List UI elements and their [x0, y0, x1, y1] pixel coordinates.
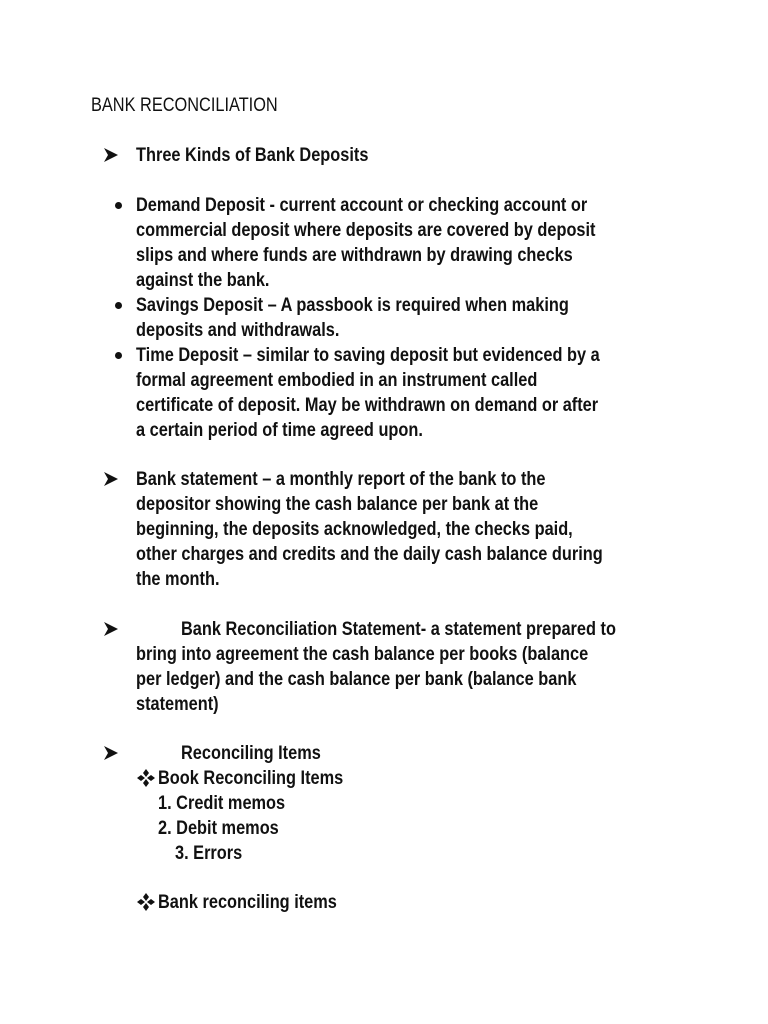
deposit-3-line-2: formal agreement embodied in an instrument called: [136, 370, 538, 391]
bank-statement-line-3: beginning, the deposits acknowledged, the checks paid,: [136, 519, 573, 540]
arrow-bullet-icon: [103, 147, 119, 163]
arrow-bullet-icon: [103, 621, 119, 637]
bank-reconciling-heading: Bank reconciling items: [158, 892, 337, 913]
deposit-1-line-4: against the bank.: [136, 270, 270, 291]
book-item-debit-memos: 2. Debit memos: [158, 818, 279, 839]
book-item-credit-memos: 1. Credit memos: [158, 793, 286, 814]
arrow-bullet-icon: [103, 745, 119, 761]
reconciling-items-heading: Reconciling Items: [181, 743, 321, 764]
bullet-icon: [115, 302, 122, 309]
deposit-2-line-2: deposits and withdrawals.: [136, 320, 340, 341]
bullet-icon: [115, 352, 122, 359]
book-item-errors: 3. Errors: [175, 843, 243, 864]
deposit-2-line-1: Savings Deposit – A passbook is required when making: [136, 295, 569, 316]
deposit-1-line-1: Demand Deposit - current account or checking account or: [136, 195, 588, 216]
diamond-bullet-icon: [136, 768, 156, 788]
reconciliation-statement-line-3: per ledger) and the cash balance per bank (balance bank: [136, 669, 577, 690]
deposit-1-line-2: commercial deposit where deposits are covered by deposit: [136, 220, 596, 241]
reconciliation-statement-line-4: statement): [136, 694, 219, 715]
deposit-3-line-4: a certain period of time agreed upon.: [136, 420, 423, 441]
section-heading-deposits: Three Kinds of Bank Deposits: [136, 145, 369, 166]
deposit-3-line-3: certificate of deposit. May be withdrawn on demand or after: [136, 395, 599, 416]
bank-statement-line-1: Bank statement – a monthly report of the bank to the: [136, 469, 546, 490]
page-title: BANK RECONCILIATION: [91, 95, 278, 116]
book-reconciling-heading: Book Reconciling Items: [158, 768, 344, 789]
arrow-bullet-icon: [103, 471, 119, 487]
deposit-1-line-3: slips and where funds are withdrawn by drawing checks: [136, 245, 573, 266]
bank-statement-line-4: other charges and credits and the daily cash balance during: [136, 544, 603, 565]
reconciliation-statement-line-1: Bank Reconciliation Statement- a statement prepared to: [181, 619, 616, 640]
bank-statement-line-2: depositor showing the cash balance per bank at the: [136, 494, 539, 515]
diamond-bullet-icon: [136, 892, 156, 912]
reconciliation-statement-line-2: bring into agreement the cash balance per books (balance: [136, 644, 589, 665]
deposit-3-line-1: Time Deposit – similar to saving deposit but evidenced by a: [136, 345, 600, 366]
bullet-icon: [115, 202, 122, 209]
bank-statement-line-5: the month.: [136, 569, 220, 590]
